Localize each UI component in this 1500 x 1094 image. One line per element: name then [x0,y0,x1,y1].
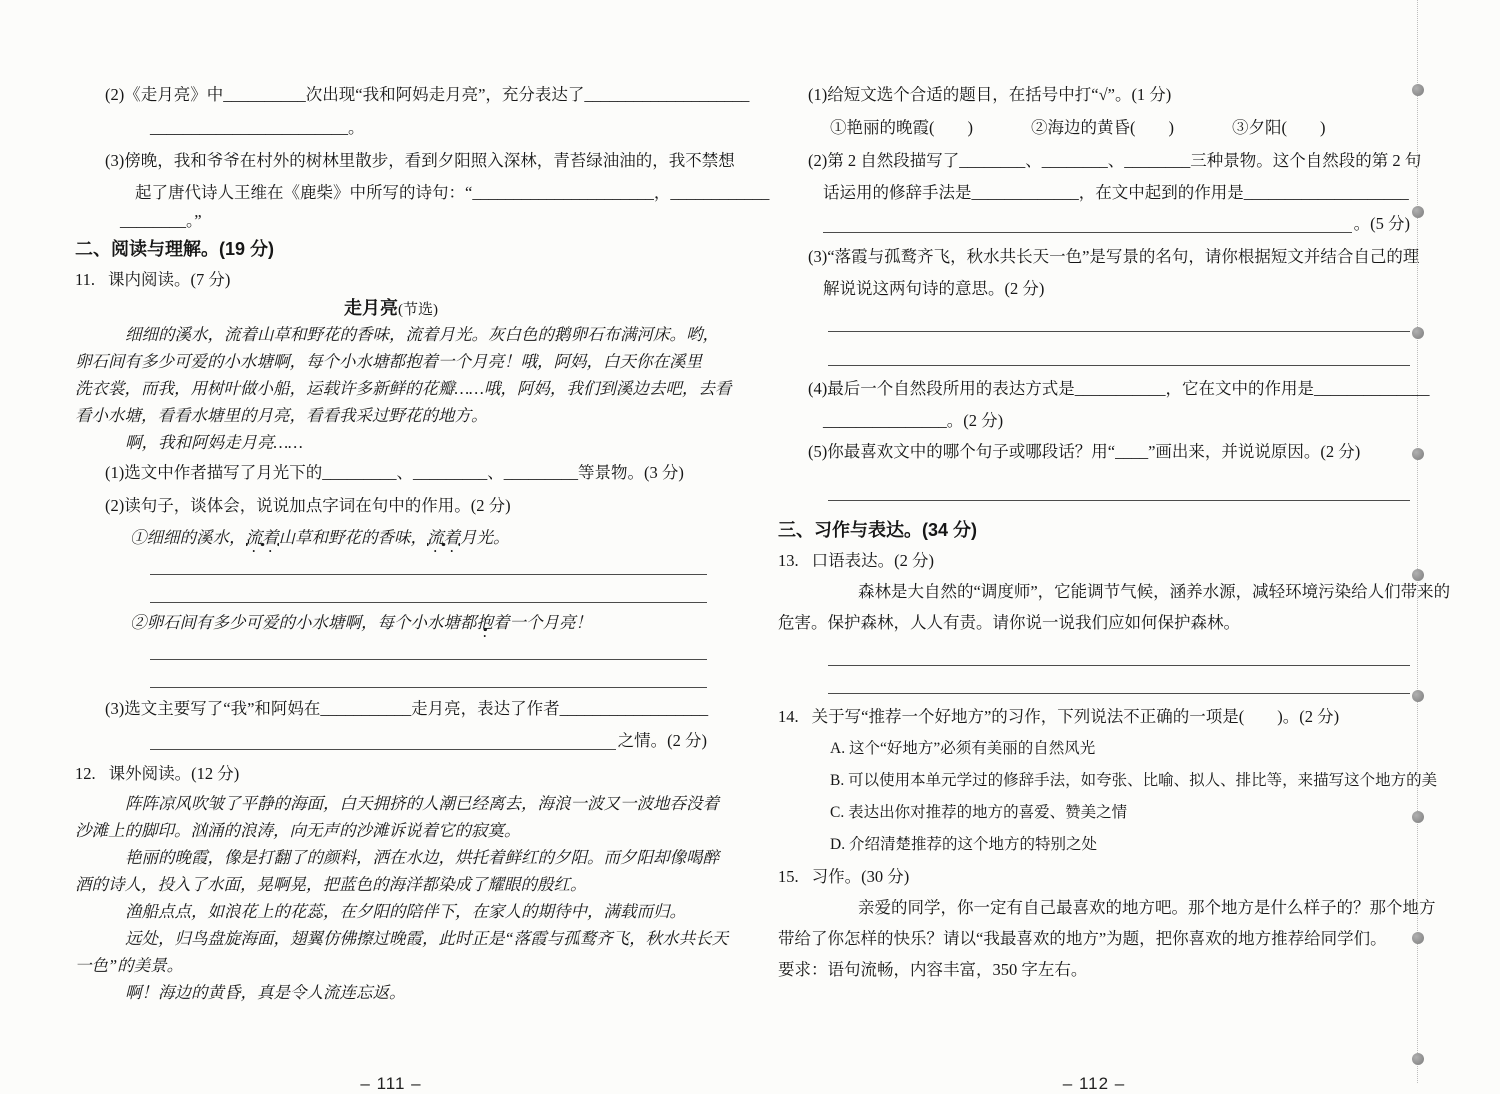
blank-rule [823,232,1352,233]
question-12-heading [75,757,707,790]
question-title: 课外阅读。(12 分) [108,764,240,783]
question-line: (3)傍晚，我和爷爷在村外的树林里散步，看到夕阳照入深林，青苔绿油油的，我不禁想 [105,151,735,170]
blank-suffix: 。(5 分) [1353,214,1410,233]
passage-line: 一色”的美景。 [75,956,184,975]
passage-line: 酒的诗人，投入了水面，晃啊晃，把蓝色的海洋都染成了耀眼的殷红。 [75,875,587,894]
question-line: (3)选文主要写了“我”和阿妈在___________走月亮，表达了作者__________________ [105,699,709,718]
answer-line [828,467,1410,501]
sentence-with-emphasis-dots: ①细细的溪水，流着山草和野花的香味，流着月光。 [130,528,510,547]
question-line: (2)第 2 自然段描写了________、________、________三种景物。这个自然段的第 2 句 [808,151,1422,170]
question-blank-line: ________。” [120,211,202,230]
binding-hole [1412,811,1424,823]
passage-title: 走月亮 [344,298,398,318]
section-heading-reading: 二、阅读与理解。(19 分) [75,239,275,259]
blank-rule [150,749,616,750]
binding-hole [1412,932,1424,944]
question-11-heading [75,264,707,295]
emphasized-word: 流着 [245,528,279,547]
question-15-heading [778,861,1410,892]
question-line: 解说说这两句诗的意思。(2 分) [823,279,1045,298]
question-stem: 关于写“推荐一个好地方”的习作，下列说法不正确的一项是( )。(2 分) [811,707,1340,726]
binding-hole [1412,569,1424,581]
question-line: (5)你最喜欢文中的哪个句子或哪段话？用“____”画出来，并说说原因。(2 分) [808,442,1361,461]
option-d: D. 介绍清楚推荐的这个地方的特别之处 [830,836,1097,853]
question-title: 口语表达。(2 分) [811,551,934,570]
answer-line [828,638,1410,666]
binding-hole [1412,84,1424,96]
question-line: (2)《走月亮》中__________次出现“我和阿妈走月亮”，充分表达了____________________ [105,85,750,104]
question-blank-line: _______________。(2 分) [823,411,1004,430]
prompt-line: 带给了你怎样的快乐？请以“我最喜欢的地方”为题，把你喜欢的地方推荐给同学们。 [778,929,1387,948]
passage-line: 艳丽的晚霞，像是打翻了的颜料，洒在水边，烘托着鲜红的夕阳。而夕阳却像喝醉 [125,848,719,867]
choice-option: ①艳丽的晚霞( ) [830,118,973,137]
choice-option: ③夕阳( ) [1232,118,1326,137]
passage-line: 沙滩上的脚印。汹涌的浪涛，向无声的沙滩诉说着它的寂寞。 [75,821,521,840]
question-title: 习作。(30 分) [811,867,910,886]
prompt-line: 森林是大自然的“调度师”，它能调节气候，涵养水源，减轻环境污染给人们带来的 [858,582,1451,601]
passage-line: 啊，我和阿妈走月亮…… [125,433,303,452]
passage-line: 看小水塘，看看水塘里的月亮，看看我采过野花的地方。 [75,406,488,425]
question-14-heading [778,700,1410,733]
emphasized-word: 抱 [476,613,493,632]
answer-line [150,575,707,603]
passage-line: 洗衣裳，而我，用树叶做小船，运载许多新鲜的花瓣……哦，阿妈，我们到溪边去吧，去看 [75,379,732,398]
option-c: C. 表达出你对推荐的地方的喜爱、赞美之情 [830,804,1128,821]
answer-line [828,304,1410,332]
question-13-heading [778,545,1410,576]
binding-hole [1412,1053,1424,1065]
prompt-line: 亲爱的同学，你一定有自己最喜欢的地方吧。那个地方是什么样子的？那个地方 [858,898,1436,917]
question-line: (1)给短文选个合适的题目，在括号中打“√”。(1 分) [808,85,1172,104]
passage-line: 卵石间有多少可爱的小水塘啊，每个小水塘都抱着一个月亮！哦，阿妈，白天你在溪里 [75,352,702,371]
question-blank-row [778,208,1410,240]
passage-title-line [75,295,707,321]
question-blank-row [75,725,707,757]
question-line: 起了唐代诗人王维在《鹿柴》中所写的诗句：“______________________，____________ [135,183,770,202]
passage-line: 细细的溪水，流着山草和野花的香味，流着月光。灰白色的鹅卵石布满河床。哟， [125,325,719,344]
question-line: 话运用的修辞手法是_____________，在文中起到的作用是____________________ [823,183,1409,202]
binding-hole [1412,448,1424,460]
question-line: (3)“落霞与孤鹜齐飞，秋水共长天一色”是写景的名句，请你根据短文并结合自己的理 [808,247,1420,266]
question-title: 课内阅读。(7 分) [108,270,231,289]
page-112 [778,78,1451,1093]
answer-line [150,638,707,660]
title-choice-options [778,111,1410,144]
passage-line: 啊！海边的黄昏，真是令人流连忘返。 [125,983,406,1002]
question-number: 11. [75,270,96,289]
question-line: (4)最后一个自然段所用的表达方式是___________，它在文中的作用是______________ [808,379,1430,398]
answer-line [150,553,707,575]
passage-subtitle: (节选) [398,302,438,318]
prompt-line: 要求：语句流畅，内容丰富，350 字左右。 [778,960,1088,979]
question-number: 13. [778,551,799,570]
passage-line: 远处，归鸟盘旋海面，翅翼仿佛擦过晚霞，此时正是“落霞与孤鹜齐飞，秋水共长天 [125,929,729,948]
answer-line [150,660,707,688]
question-number: 14. [778,707,799,726]
choice-option: ②海边的黄昏( ) [1031,118,1174,137]
option-a: A. 这个“好地方”必须有美丽的自然风光 [830,740,1096,757]
binding-hole [1412,206,1424,218]
page-111 [75,78,770,1093]
passage-line: 阵阵凉风吹皱了平静的海面，白天拥挤的人潮已经离去，海浪一波又一波地吞没着 [125,794,719,813]
prompt-line: 危害。保护森林，人人有责。请你说一说我们应如何保护森林。 [778,613,1240,632]
blank-suffix: 之情。(2 分) [617,731,707,750]
emphasized-word: 流着 [427,528,460,547]
answer-line [828,332,1410,366]
passage-line: 渔船点点，如浪花上的花蕊，在夕阳的陪伴下，在家人的期待中，满载而归。 [125,902,686,921]
binding-hole [1412,327,1424,339]
page-number: – 112 – [1062,1074,1126,1093]
section-heading-writing: 三、习作与表达。(34 分) [778,520,978,540]
question-blank-line: ________________________。 [150,118,365,137]
question-line: (1)选文中作者描写了月光下的_________、_________、_________等景物。(3 分) [105,463,684,482]
sentence-with-emphasis-dots: ②卵石间有多少可爱的小水塘啊，每个小水塘都抱着一个月亮！ [130,613,592,632]
question-line: (2)读句子，谈体会，说说加点字词在句中的作用。(2 分) [105,496,511,515]
page-number: – 111 – [360,1074,422,1093]
perforation-dotted-line [1417,0,1418,1083]
question-number: 15. [778,867,799,886]
binding-hole [1412,690,1424,702]
answer-line [828,666,1410,694]
option-b: B. 可以使用本单元学过的修辞手法，如夸张、比喻、拟人、排比等，来描写这个地方的美 [830,772,1438,789]
question-number: 12. [75,764,96,783]
